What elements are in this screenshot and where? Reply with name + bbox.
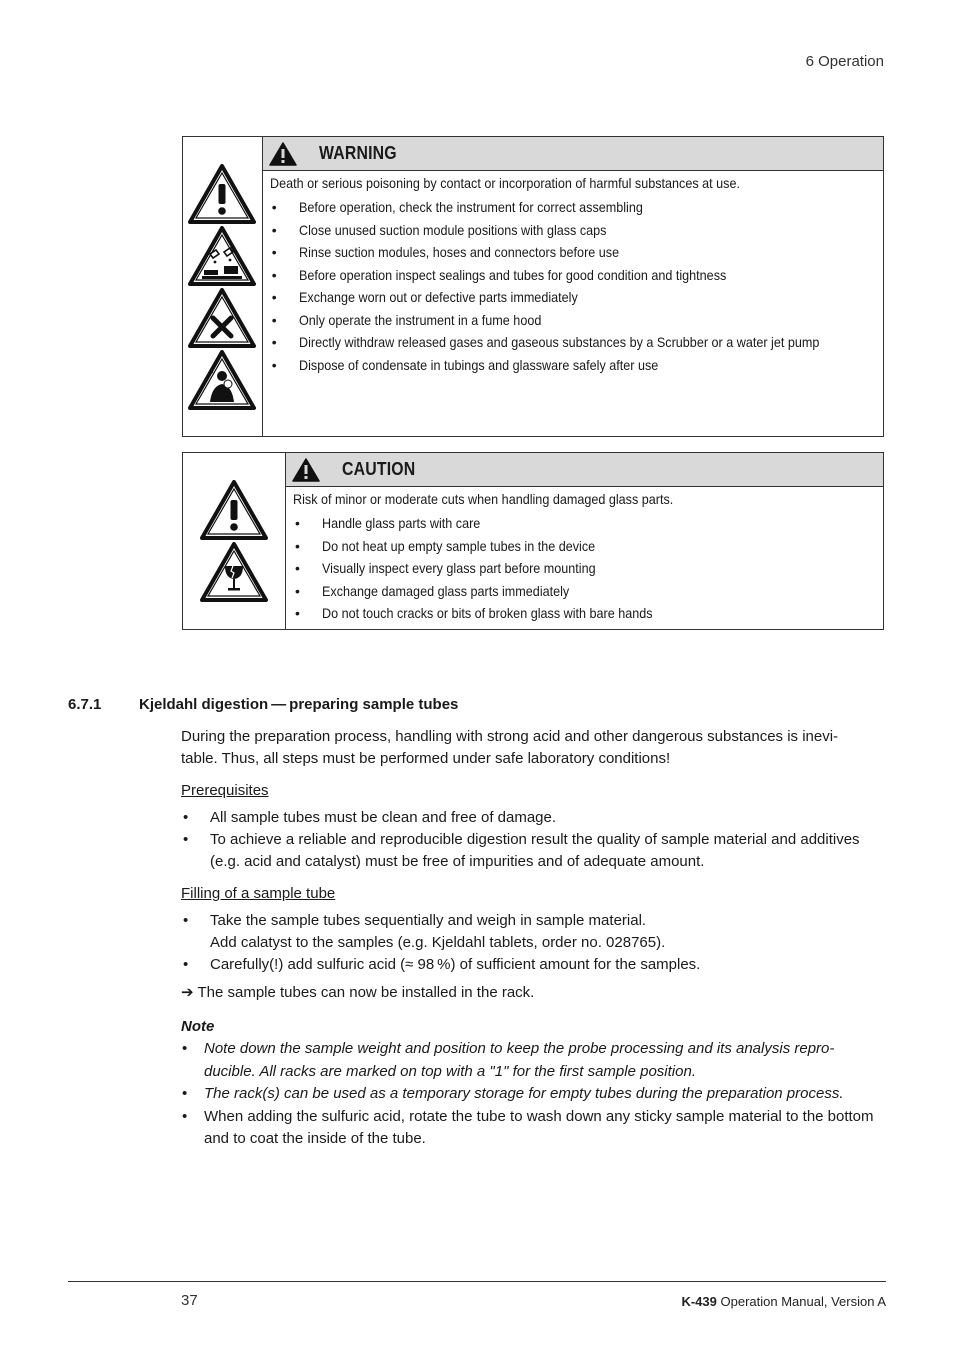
list-item: • Dispose of condensate in tubings and glassware safely after use xyxy=(270,357,877,380)
inhalation-warning-icon xyxy=(188,350,256,410)
filling-heading: Filling of a sample tube xyxy=(181,885,336,902)
chapter-header: 6 Operation xyxy=(805,53,884,70)
harmful-x-warning-icon xyxy=(188,288,256,348)
warning-lead: Death or serious poisoning by contact or incorporation of harmful substances at use. xyxy=(269,175,740,191)
list-item: • To achieve a reliable and reproducible digestion result the quality of sample material and additives (e.g. acid and catalyst) must be free of impurities and of adequate amount. xyxy=(181,829,881,873)
caution-header xyxy=(286,453,883,487)
exclamation-warning-icon xyxy=(269,142,297,166)
list-item: • Carefully(!) add sulfuric acid (≈ 98 %) of sufficient amount for the samples. xyxy=(181,954,881,976)
list-item: • Do not touch cracks or bits of broken glass with bare hands xyxy=(293,605,877,628)
section-title: Kjeldahl digestion — preparing sample tubes xyxy=(139,696,459,713)
list-item: • Only operate the instrument in a fume hood xyxy=(270,312,877,335)
list-item: • Do not heat up empty sample tubes in the device xyxy=(293,538,877,561)
footer-doc-title: K-439 Operation Manual, Version A xyxy=(681,1294,886,1309)
arrow-right-icon: ➔ xyxy=(181,984,194,1001)
caution-content xyxy=(286,453,883,629)
list-item: • Close unused suction module positions with glass caps xyxy=(270,222,877,245)
warning-title: WARNING xyxy=(318,143,397,163)
note-list xyxy=(181,1038,881,1151)
list-item: • All sample tubes must be clean and free of damage. xyxy=(181,807,881,829)
list-item: • Exchange damaged glass parts immediately xyxy=(293,583,877,606)
list-item: • Rinse suction modules, hoses and connectors before use xyxy=(270,244,877,267)
warning-icon-column xyxy=(183,137,263,436)
section-number: 6.7.1 xyxy=(68,696,102,713)
list-item: • When adding the sulfuric acid, rotate the tube to wash down any sticky sample material to the bottom and to coat the inside of the tube. xyxy=(181,1106,881,1151)
filling-list xyxy=(181,910,881,976)
note-heading: Note xyxy=(181,1018,215,1035)
broken-glass-warning-icon xyxy=(200,542,268,602)
warning-body xyxy=(263,171,883,379)
caution-box xyxy=(182,452,884,630)
corrosive-warning-icon xyxy=(188,226,256,286)
caution-title: CAUTION xyxy=(342,459,416,479)
list-item: • Before operation inspect sealings and tubes for good condition and tightness xyxy=(270,267,877,290)
warning-box xyxy=(182,136,884,437)
intro-paragraph: During the preparation process, handling with strong acid and other dangerous substances is inevi- table. Thus, all steps must be performed under safe laboratory conditions! xyxy=(181,728,839,767)
section-heading xyxy=(68,696,458,713)
list-item: • Handle glass parts with care xyxy=(293,515,877,538)
caution-icon-column xyxy=(183,453,286,629)
list-item: • Visually inspect every glass part before mounting xyxy=(293,560,877,583)
note-block xyxy=(181,1016,881,1151)
warning-list xyxy=(270,199,877,379)
page-number: 37 xyxy=(181,1292,198,1309)
list-item: • Take the sample tubes sequentially and weigh in sample material. Add calatyst to the samples (e.g. Kjeldahl tablets, order no. 028765). xyxy=(181,910,881,954)
exclamation-warning-icon xyxy=(292,458,320,482)
prerequisites-heading: Prerequisites xyxy=(181,782,269,799)
list-item: • Directly withdraw released gases and gaseous substances by a Scrubber or a water jet pump xyxy=(270,334,877,357)
warning-header xyxy=(263,137,883,171)
list-item: • The rack(s) can be used as a temporary storage for empty tubes during the preparation process. xyxy=(181,1083,881,1106)
warning-content xyxy=(263,137,883,436)
exclamation-warning-icon xyxy=(200,480,268,540)
caution-lead: Risk of minor or moderate cuts when handling damaged glass parts. xyxy=(293,491,674,507)
list-item: • Exchange worn out or defective parts immediately xyxy=(270,289,877,312)
caution-list xyxy=(293,515,877,628)
prerequisites-block xyxy=(181,780,881,873)
footer-divider xyxy=(68,1281,886,1282)
result-line: ➔ The sample tubes can now be installed in the rack. xyxy=(181,984,535,1001)
prerequisites-list xyxy=(181,807,881,873)
caution-body xyxy=(286,487,883,628)
filling-block xyxy=(181,883,881,1004)
list-item: • Before operation, check the instrument for correct assembling xyxy=(270,199,877,222)
list-item: • Note down the sample weight and position to keep the probe processing and its analysis repro-ducible. All racks are marked on top with a "1" for the first sample position. xyxy=(181,1038,881,1083)
exclamation-warning-icon xyxy=(188,164,256,224)
